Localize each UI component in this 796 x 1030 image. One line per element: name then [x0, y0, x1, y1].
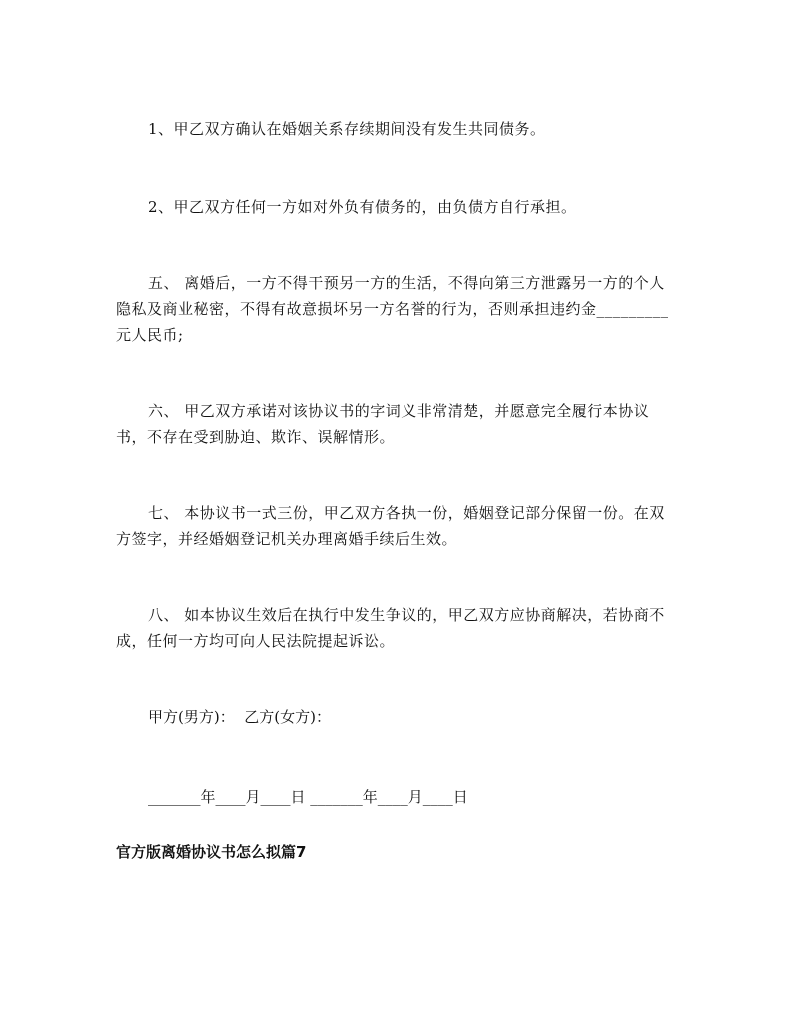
paragraph-clause-eight: 八、 如本协议生效后在执行中发生争议的，甲乙双方应协商解决，若协商不成，任何一方均可向人民法院提起诉讼。	[116, 606, 665, 650]
signature-dates: _______年____月____日 _______年____月____日	[148, 788, 468, 806]
section-heading: 官方版离婚协议书怎么拟篇7	[116, 843, 307, 861]
paragraph-clause-five: 五、 离婚后，一方不得干预另一方的生活，不得向第三方泄露另一方的个人隐私及商业秘密，不得有故意损坏另一方名誉的行为，否则承担违约金_________元人民币;	[116, 274, 669, 344]
paragraph-clause-seven: 七、 本协议书一式三份，甲乙双方各执一份，婚姻登记部分保留一份。在双方签字，并经婚姻登记机关办理离婚手续后生效。	[116, 504, 665, 548]
paragraph-individual-debt: 2、甲乙双方任何一方如对外负有债务的，由负债方自行承担。	[148, 198, 577, 216]
signature-parties: 甲方(男方)： 乙方(女方)：	[148, 708, 331, 726]
paragraph-clause-six: 六、 甲乙双方承诺对该协议书的字词义非常清楚，并愿意完全履行本协议书，不存在受到胁迫、欺诈、误解情形。	[116, 402, 650, 446]
paragraph-joint-debt: 1、甲乙双方确认在婚姻关系存续期间没有发生共同债务。	[148, 120, 546, 138]
